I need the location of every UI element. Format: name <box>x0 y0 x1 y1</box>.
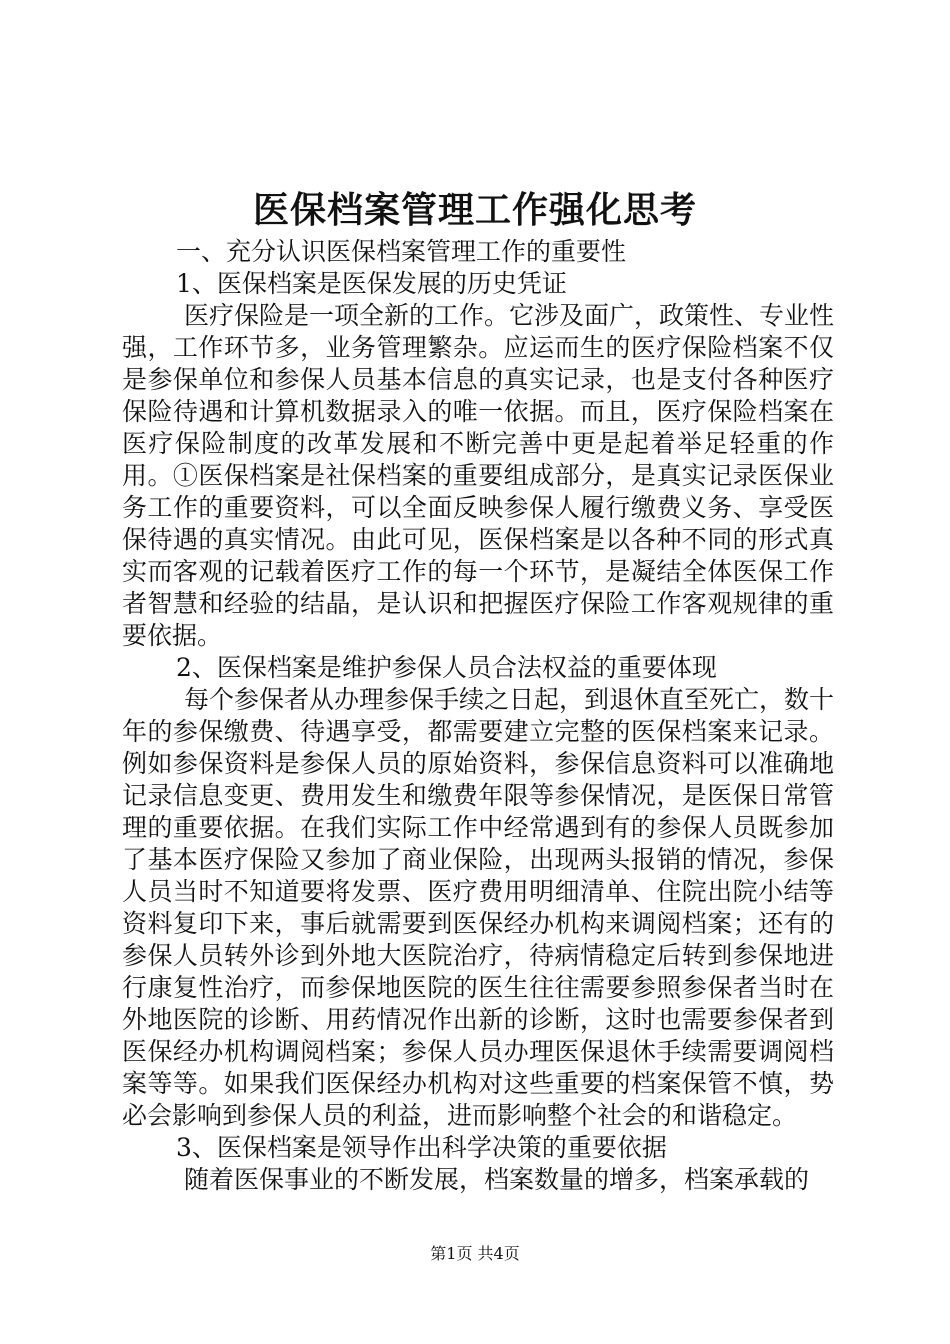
paragraph: 医疗保险是一项全新的工作。它涉及面广，政策性、专业性强，工作环节多，业务管理繁杂。应运而生的医疗保险档案不仅是参保单位和参保人员基本信息的真实记录，也是支付各种医疗保险待遇和计算机数据录入的唯一依据。而且，医疗保险档案在医疗保险制度的改革发展和不断完善中更是起着举足轻重的作用。①医保档案是社保档案的重要组成部分，是真实记录医保业务工作的重要资料，可以全面反映参保人履行缴费义务、享受医保待遇的真实情况。由此可见，医保档案是以各种不同的形式真实而客观的记载着医疗工作的每一个环节，是凝结全体医保工作者智慧和经验的结晶，是认识和把握医疗保险工作客观规律的重要依据。 <box>122 301 835 650</box>
document-body <box>122 236 834 1196</box>
page-number-footer: 第1页 共4页 <box>430 1244 520 1263</box>
section-heading: 一、充分认识医保档案管理工作的重要性 <box>176 237 627 266</box>
document-title: 医保档案管理工作强化思考 <box>252 189 697 231</box>
paragraph: 每个参保者从办理参保手续之日起，到退休直至死亡，数十年的参保缴费、待遇享受，都需要建立完整的医保档案来记录。例如参保资料是参保人员的原始资料，参保信息资料可以准确地记录信息变更、费用发生和缴费年限等参保情况，是医保日常管理的重要依据。在我们实际工作中经常遇到有的参保人员既参加了基本医疗保险又参加了商业保险，出现两头报销的情况，参保人员当时不知道要将发票、医疗费用明细清单、住院出院小结等资料复印下来，事后就需要到医保经办机构来调阅档案；还有的参保人员转外诊到外地大医院治疗，待病情稳定后转到参保地进行康复性治疗，而参保地医院的医生往往需要参照参保者当时在外地医院的诊断、用药情况作出新的诊断，这时也需要参保者到医保经办机构调阅档案；参保人员办理医保退休手续需要调阅档案等等。如果我们医保经办机构对这些重要的档案保管不慎，势必会影响到参保人员的利益，进而影响整个社会的和谐稳定。 <box>122 685 835 1130</box>
section-subheading: 3、医保档案是领导作出科学决策的重要依据 <box>176 1133 667 1162</box>
section-subheading: 2、医保档案是维护参保人员合法权益的重要体现 <box>176 653 717 682</box>
section-subheading: 1、医保档案是医保发展的历史凭证 <box>176 269 567 298</box>
paragraph: 随着医保事业的不断发展，档案数量的增多，档案承载的 <box>184 1165 810 1194</box>
